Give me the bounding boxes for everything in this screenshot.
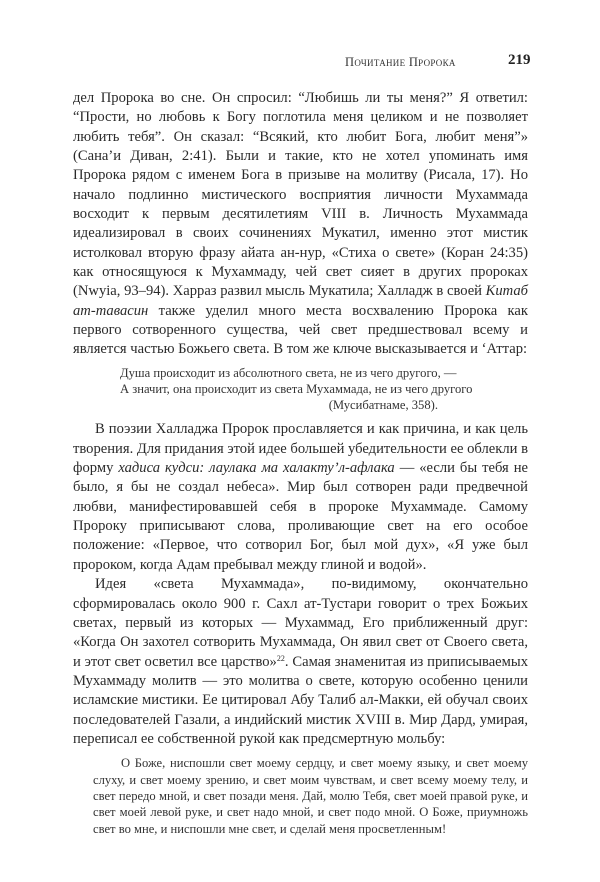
running-title: Почитание Пророка — [345, 55, 456, 69]
paragraph-text: также уделил много места восхвалению Пророка как первого сотворенного существа, чей свет предшествовал всему и является частью Божьего света. В том же ключе высказывается и ‘Аттар: — [73, 302, 528, 358]
prayer-quote: О Боже, ниспошли свет моему сердцу, и свет моему языку, и свет моему слуху, и свет моему зрению, и свет моим чувствам, и свет всему моему телу, и свет передо мной, и свет позади меня. Дай, молю Тебя, свет моей правой руке, и свет моей левой руке, и свет надо мной, и свет подо мной. О Боже, приумножь свет во мне, и ниспошли мне свет, и сделай меня просветленным! — [93, 756, 528, 836]
poem-quote — [120, 365, 528, 414]
poem-line: Душа происходит из абсолютного света, не из чего другого, — — [120, 365, 457, 380]
paragraph-text: В поэзии Халладжа Пророк прославляется и как причина, и как цель творения. Для придания этой идее большей убедительности ее облекли в форму — [73, 421, 528, 477]
paragraph-text: дел Пророка во сне. Он спросил: “Любишь ли ты меня?” Я ответил: “Прости, но любовь к Богу поглотила меня целиком и не позволяет любить тебя”. Он сказал: “Всякий, кто любит Бога, любит меня”» (Сана’и Диван, 2:41). Были и такие, кто не хотел упоминать имя Пророка рядом с именем Бога в призыве на молитву (Рисала, 17). Но начало подлинно мистического восприятия личности Мухаммада восходит к первым десятилетиям VIII в. Личность Мухаммада идеализировал в своих сочинениях Мукатил, именно этот мистик истолковал вторую фразу айата ан-нур, «Стиха о свете» (Коран 24:35) как относящуюся к Мухаммаду, чей свет сияет в других пророках (Nwyia, 93–94). Харраз развил мысль Мукатила; Халладж в своей — [73, 90, 528, 300]
paragraph-text: — «если бы тебя не было, я бы не создал небеса». Мир был сотворен ради предвечной любви, манифестировавшей себя в пророке Мухаммаде. Самому Пророку приписывают слова, проливающие свет на его особое положение: «Первое, что сотворил Бог, был мой дух», «Я уже был пророком, когда Адам пребывал между глиной и водой». — [73, 460, 528, 573]
paragraph-text: . Самая знаменитая из приписываемых Мухаммаду молитв — это молитва о свете, которую особенно ценили исламские мистики. Ее цитировал Абу Талиб ал-Макки, ей обучал своих последователей Газали, а индийский мистик XVIII в. Мир Дард, умирая, переписал ее собственной рукой как предсмертную мольбу: — [73, 653, 528, 747]
paragraph — [73, 575, 528, 749]
paragraph-text: Идея «света Мухаммада», по-видимому, окончательно сформировалась около 900 г. Сахл ат-Тустари говорит о трех Божьих светах, первый из которых — Мухаммад, Его приближенный друг: «Когда Он захотел сотворить Мухаммада, Он явил свет от Своего света, и этот свет осветил все царство» — [73, 576, 528, 670]
poem-source: (Мусибатнаме, 358). — [328, 398, 438, 413]
hadith-italic: хадиса кудси: лаулака ма халакту’л-афлака — [118, 460, 395, 477]
paragraph — [73, 89, 528, 360]
running-head — [0, 52, 600, 72]
page-number: 219 — [508, 52, 531, 68]
poem-line: А значит, она происходит из света Мухаммада, не из чего другого — [120, 382, 473, 397]
book-title-italic: Китаб ат-тавасин — [73, 283, 528, 319]
footnote-ref[interactable]: 22 — [276, 653, 285, 663]
paragraph — [73, 420, 528, 575]
page-body — [73, 89, 528, 837]
